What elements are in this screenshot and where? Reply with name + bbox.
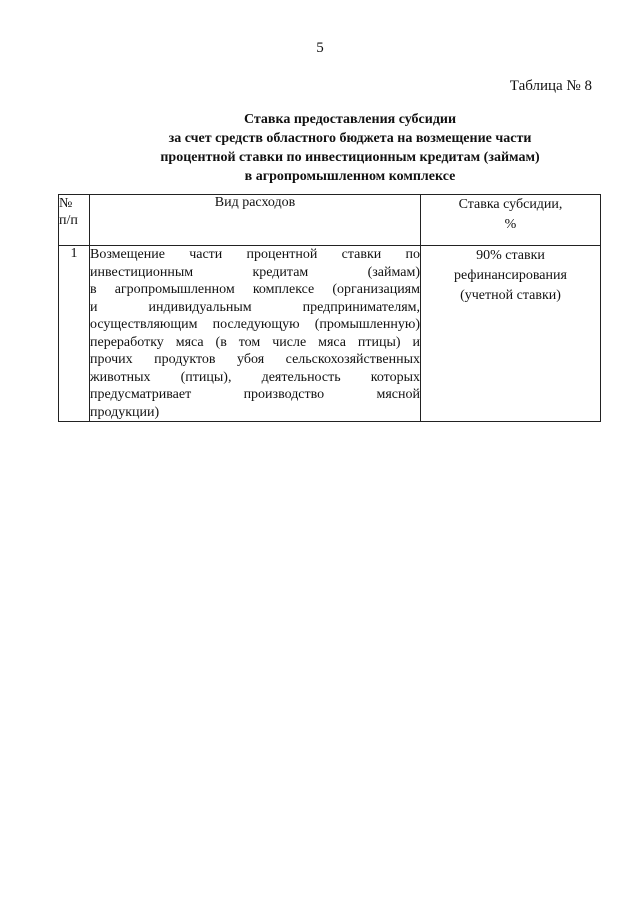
table-label: Таблица № 8 bbox=[509, 78, 592, 94]
expense-line: переработку мяса (в том числе мяса птицы) и bbox=[90, 334, 420, 350]
expense-line: прочих продуктов убоя сельскохозяйственных bbox=[90, 352, 420, 367]
title-line-2: за счет средств областного бюджета на возмещение части bbox=[168, 131, 532, 146]
expense-line: осуществляющим последующую (промышленную) bbox=[90, 317, 420, 332]
rate-basis: рефинансирования bbox=[454, 268, 567, 283]
header-rate-unit: % bbox=[504, 217, 517, 232]
table-row bbox=[59, 246, 601, 422]
rate-basis-note: (учетной ставки) bbox=[460, 288, 561, 303]
table-header-row bbox=[59, 195, 601, 246]
expense-line: и индивидуальным предпринимателям, bbox=[90, 299, 420, 315]
page-number: 5 bbox=[316, 40, 324, 56]
expense-line: животных (птицы), деятельность которых bbox=[90, 369, 420, 385]
expense-line: предусматривает производство мясной bbox=[90, 387, 420, 402]
title-line-4: в агропромышленном комплексе bbox=[244, 169, 456, 184]
header-expense-type: Вид расходов bbox=[90, 195, 421, 246]
rate-value: 90% ставки bbox=[476, 248, 545, 263]
expense-line: продукции) bbox=[90, 404, 160, 420]
header-number-abbrev: п/п bbox=[59, 213, 78, 228]
title-line-3: процентной ставки по инвестиционным кредитам (займам) bbox=[160, 150, 540, 165]
header-rate-label: Ставка субсидии, bbox=[458, 197, 563, 212]
header-subsidy-rate bbox=[421, 195, 601, 246]
expense-line: в агропромышленном комплексе (организациям bbox=[90, 282, 420, 297]
row-subsidy-rate bbox=[421, 246, 601, 422]
document-title bbox=[100, 110, 600, 186]
expense-line: инвестиционным кредитам (займам) bbox=[90, 264, 420, 280]
title-line-1: Ставка предоставления субсидии bbox=[243, 112, 457, 127]
header-number-symbol: № bbox=[59, 196, 73, 211]
header-number bbox=[59, 195, 90, 246]
expense-line: Возмещение части процентной ставки по bbox=[90, 247, 420, 262]
row-number: 1 bbox=[59, 246, 90, 422]
subsidy-rate-table bbox=[58, 194, 601, 422]
row-expense-type bbox=[90, 246, 421, 422]
